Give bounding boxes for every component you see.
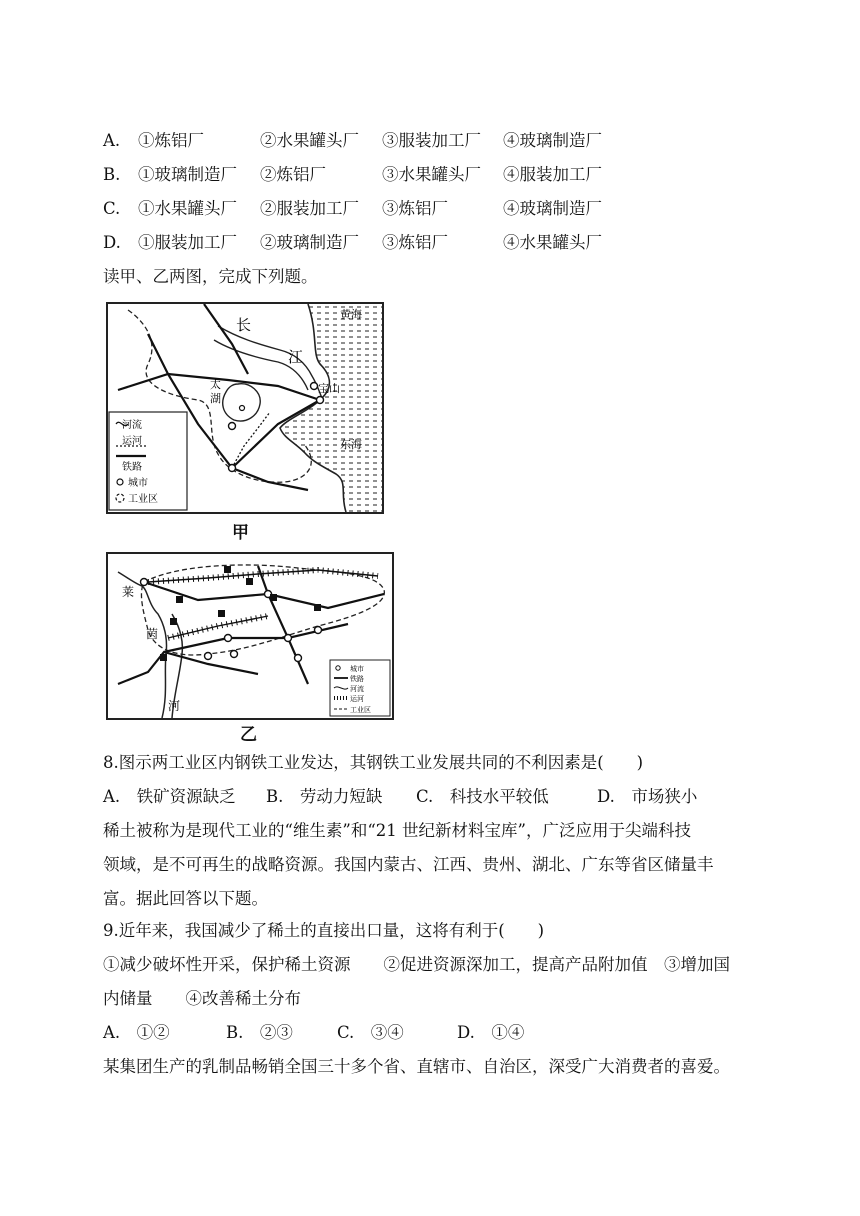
q8-option-c: C. 科技水平较低: [416, 787, 549, 806]
q7-option-a: [103, 130, 723, 152]
legend-industrial: 工业区: [350, 706, 371, 714]
city-marker: [240, 406, 245, 411]
city-marker: [141, 579, 148, 586]
option-item: ③炼铝厂: [382, 199, 448, 218]
next-passage-line: 某集团生产的乳制品畅销全国三十多个省、直辖市、自治区，深受广大消费者的喜爱。: [103, 1057, 730, 1076]
label-he: 河: [168, 699, 181, 713]
q9-option-c: C. ③④: [337, 1023, 404, 1042]
map-yi-caption: 乙: [240, 725, 257, 745]
option-item: ②炼铝厂: [260, 165, 326, 184]
label-hu: 湖: [210, 392, 221, 405]
option-item: ④玻璃制造厂: [503, 131, 602, 150]
option-item: ③炼铝厂: [382, 233, 448, 252]
mine-marker: [246, 578, 253, 585]
passage-line-2: 领域，是不可再生的战略资源。我国内蒙古、江西、贵州、湖北、广东等省区储量丰: [103, 855, 714, 874]
map-yi-drawing: [108, 554, 392, 718]
mine-marker: [270, 594, 277, 601]
city-marker: [295, 655, 302, 662]
mine-marker: [170, 618, 177, 625]
city-marker: [317, 397, 324, 404]
q7-option-b: [103, 164, 723, 186]
maps-intro: 读甲、乙两图，完成下列题。: [103, 267, 318, 286]
label-donghai: 东海: [340, 438, 362, 451]
option-item: ①水果罐头厂: [138, 199, 237, 218]
legend-city: 城市: [128, 478, 148, 489]
map-jia-drawing: [108, 304, 382, 512]
q8-option-b: B. 劳动力短缺: [266, 787, 383, 806]
map-yi: [106, 552, 394, 720]
label-huanghai: 黄海: [340, 308, 362, 321]
mine-marker: [160, 654, 167, 661]
mine-marker: [224, 566, 231, 573]
city-marker: [225, 635, 232, 642]
legend-city: 城市: [350, 665, 364, 673]
city-marker: [229, 423, 236, 430]
q9-statements-line-1: ①减少破坏性开采，保护稀土资源 ②促进资源深加工，提高产品附加值 ③增加国: [103, 955, 730, 974]
q7-option-c: [103, 198, 723, 220]
option-letter: A.: [103, 131, 121, 150]
map-jia-caption: 甲: [232, 523, 249, 543]
legend-city-symbol: [117, 479, 123, 485]
taihu-lake: [223, 384, 260, 421]
option-item: ②服装加工厂: [260, 199, 359, 218]
option-item: ④服装加工厂: [503, 165, 602, 184]
q8-stem: 8.图示两工业区内钢铁工业发达，其钢铁工业发展共同的不利因素是( ): [103, 753, 644, 772]
label-baoshan: 宝山: [318, 382, 340, 395]
option-item: ③服装加工厂: [382, 131, 481, 150]
option-item: ②玻璃制造厂: [260, 233, 359, 252]
legend-canal: 运河: [122, 436, 142, 447]
sea-area: [280, 304, 382, 512]
legend-city-symbol: [336, 666, 340, 670]
mine-marker: [218, 610, 225, 617]
city-marker: [205, 653, 212, 660]
option-item: ①玻璃制造厂: [138, 165, 237, 184]
option-item: ③水果罐头厂: [382, 165, 481, 184]
option-item: ②水果罐头厂: [260, 131, 359, 150]
label-yin: 茵: [146, 627, 159, 641]
option-item: ①炼铝厂: [138, 131, 204, 150]
option-item: ④水果罐头厂: [503, 233, 602, 252]
city-marker: [231, 651, 238, 658]
passage-line-1: 稀土被称为是现代工业的“维生素”和“21 世纪新材料宝库”，广泛应用于尖端科技: [103, 821, 691, 840]
q9-option-d: D. ①④: [457, 1023, 525, 1042]
option-letter: B.: [103, 165, 121, 184]
q9-option-a: A. ①②: [103, 1023, 170, 1042]
label-chang: 长: [236, 316, 252, 334]
mine-marker: [176, 596, 183, 603]
railway: [204, 304, 248, 374]
passage-line-3: 富。据此回答以下题。: [103, 889, 268, 908]
railway: [258, 566, 308, 684]
label-lai: 莱: [122, 585, 135, 599]
option-item: ④玻璃制造厂: [503, 199, 602, 218]
q9-stem: 9.近年来，我国减少了稀土的直接出口量，这将有利于( ): [103, 921, 545, 940]
legend-industrial: 工业区: [128, 494, 158, 505]
map-jia: [106, 302, 384, 514]
option-letter: C.: [103, 199, 121, 218]
legend-railway: 铁路: [122, 462, 142, 473]
q9-statements-line-2: 内储量 ④改善稀土分布: [103, 989, 301, 1008]
option-item: ①服装加工厂: [138, 233, 237, 252]
legend-canal: 运河: [350, 695, 364, 703]
legend-railway: 铁路: [350, 675, 364, 683]
city-marker: [311, 383, 318, 390]
q7-option-d: [103, 232, 723, 254]
mine-marker: [314, 604, 321, 611]
legend-river: 河流: [122, 420, 142, 431]
q8-option-d: D. 市场狭小: [597, 787, 698, 806]
q9-option-b: B. ②③: [226, 1023, 293, 1042]
q9-options: [103, 1022, 723, 1044]
legend-river: 河流: [350, 685, 364, 693]
q8-option-a: A. 铁矿资源缺乏: [103, 787, 236, 806]
city-marker: [285, 635, 292, 642]
option-letter: D.: [103, 233, 121, 252]
label-tai: 太: [210, 378, 221, 391]
label-jiang: 江: [288, 348, 304, 366]
city-marker: [229, 465, 236, 472]
q8-options: [103, 786, 723, 808]
city-marker: [315, 627, 322, 634]
